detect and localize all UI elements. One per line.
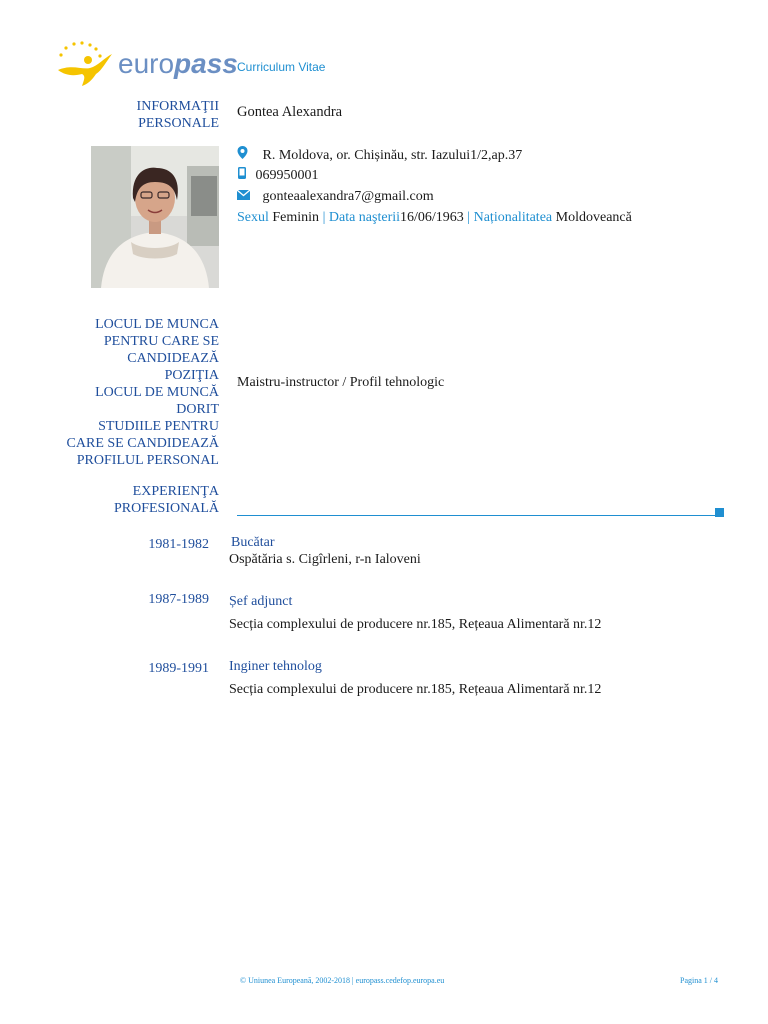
personal-info-heading xyxy=(100,98,219,132)
location-pin-icon xyxy=(237,146,251,164)
document-title: Curriculum Vitae xyxy=(237,60,326,74)
job-applied-labels xyxy=(40,316,219,469)
logo-part-euro: euro xyxy=(118,48,175,79)
job-label-line: POZIŢIA xyxy=(164,368,219,383)
job-label-line: CARE SE CANDIDEAZĂ xyxy=(66,436,219,451)
experience-position: Inginer tehnolog xyxy=(229,659,322,674)
experience-position: Șef adjunct xyxy=(229,594,293,609)
email-row xyxy=(237,187,434,206)
experience-employer: Secția complexului de producere nr.185, Rețeaua Alimentară nr.12 xyxy=(229,617,602,632)
address-value: R. Moldova, or. Chișinău, str. Iazului1/2,ap.37 xyxy=(262,148,523,163)
address-row xyxy=(237,146,522,165)
job-label-line: PENTRU CARE SE xyxy=(103,334,219,349)
section-divider-marker xyxy=(715,508,724,517)
birth-date-value: 16/06/1963 xyxy=(400,210,464,225)
personal-details-row xyxy=(237,209,632,227)
job-label-line: LOCUL DE MUNCA xyxy=(95,317,219,332)
job-label-line: DORIT xyxy=(176,402,219,417)
europass-wordmark xyxy=(118,48,238,80)
experience-years: 1981-1982 xyxy=(148,537,209,552)
nationality-label: Naționalitatea xyxy=(473,210,553,225)
profile-photo xyxy=(91,146,219,288)
experience-years: 1989-1991 xyxy=(148,661,209,676)
desired-position-value: Maistru-instructor / Profil tehnologic xyxy=(237,375,445,390)
phone-link[interactable]: 069950001 xyxy=(255,168,319,183)
phone-icon xyxy=(237,166,251,184)
logo-part-pass: pass xyxy=(174,48,238,79)
job-label-line: PROFILUL PERSONAL xyxy=(76,453,219,468)
job-label-line: CANDIDEAZĂ xyxy=(127,351,219,366)
experience-heading-line2: PROFESIONALĂ xyxy=(113,501,219,516)
personal-heading-line2: PERSONALE xyxy=(138,116,219,131)
personal-heading-line1: INFORMAŢII xyxy=(136,99,219,114)
separator: | xyxy=(322,210,326,225)
job-label-line: STUDIILE PENTRU xyxy=(98,419,219,434)
section-divider xyxy=(237,515,716,516)
footer-copyright-link[interactable]: © Uniunea Europeană, 2002-2018 | europass.cedefop.europa.eu xyxy=(240,976,445,985)
sex-label: Sexul xyxy=(237,210,269,225)
work-experience-heading xyxy=(80,483,219,517)
page-number: Pagina 1 / 4 xyxy=(680,976,718,985)
nationality-value: Moldoveancă xyxy=(555,210,632,225)
envelope-icon xyxy=(237,187,251,205)
job-label-line: LOCUL DE MUNCĂ xyxy=(95,385,219,400)
experience-years: 1987-1989 xyxy=(148,592,209,607)
birth-date-label: Data naşterii xyxy=(328,210,401,225)
email-link[interactable]: gonteaalexandra7@gmail.com xyxy=(262,189,434,204)
experience-position: Bucătar xyxy=(231,535,275,550)
experience-employer: Secția complexului de producere nr.185, Rețeaua Alimentară nr.12 xyxy=(229,682,602,697)
phone-row xyxy=(237,166,319,185)
separator: | xyxy=(467,210,471,225)
experience-employer: Ospătăria s. Cigîrleni, r-n Ialoveni xyxy=(229,552,421,567)
full-name: Gontea Alexandra xyxy=(237,104,343,120)
experience-heading-line1: EXPERIENŢA xyxy=(132,484,219,499)
sex-value: Feminin xyxy=(272,210,320,225)
